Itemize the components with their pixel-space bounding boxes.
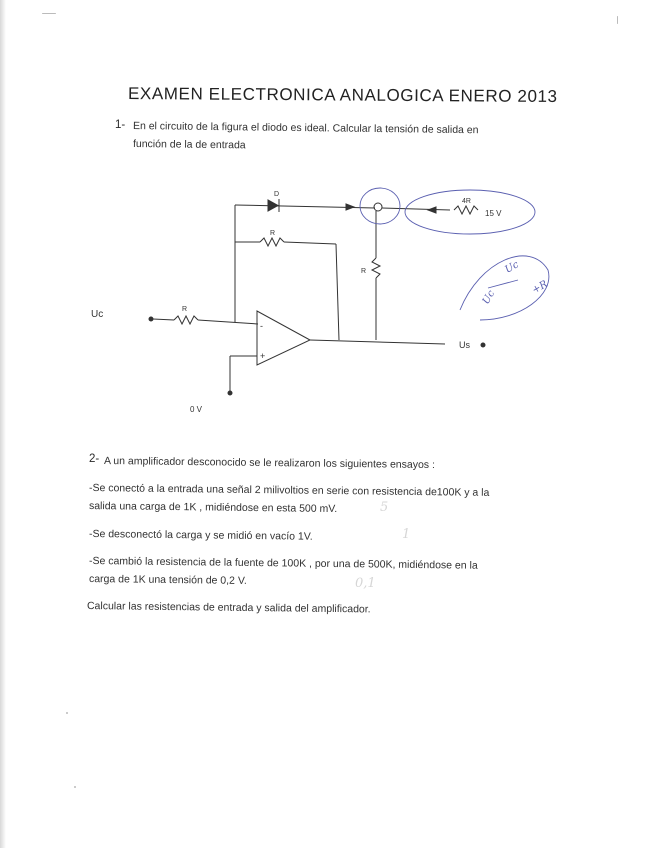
question-2-test-1-line-1: -Se conectó a la entrada una señal 2 milivoltios en serie con resistencia de100K y a la	[88, 482, 490, 499]
question-1-number: 1-	[115, 119, 126, 131]
source-resistor-label: 4R	[462, 198, 471, 205]
scan-speck	[66, 712, 68, 714]
input-resistor-label: R	[182, 306, 188, 313]
opamp-plus-sign: +	[260, 351, 266, 361]
feedback-resistor-icon	[260, 238, 284, 246]
input-wire	[153, 319, 174, 320]
ground-label: 0 V	[190, 405, 203, 414]
scan-speck	[42, 13, 56, 14]
question-2-intro: A un amplificador desconocido se le realizaron los siguientes ensayos :	[103, 455, 436, 472]
exam-title: EXAMEN ELECTRONICA ANALOGICA ENERO 2013	[127, 84, 558, 106]
ground-terminal	[228, 391, 232, 395]
opamp-minus-sign: -	[260, 321, 263, 331]
faint-mark-3: 0,1	[355, 576, 376, 591]
question-2-task: Calcular las resistencias de entrada y salida del amplificador.	[86, 600, 371, 616]
diode-icon	[268, 200, 278, 211]
faint-mark-1: 5	[380, 500, 389, 515]
pen-annotations	[330, 170, 560, 330]
diode-label: D	[274, 191, 280, 198]
output-wire	[310, 340, 445, 344]
pen-circle-source	[405, 190, 535, 234]
question-1-line-1: En el circuito de la figura el diodo es ideal. Calcular la tensión de salida en	[132, 120, 479, 137]
input-resistor-icon	[174, 316, 198, 324]
input-wire-2	[198, 320, 258, 324]
pen-note-2: +R	[530, 278, 550, 297]
scan-edge-shadow	[0, 0, 6, 848]
output-terminal	[481, 343, 485, 347]
input-label-uc: Uc	[91, 309, 104, 320]
question-2-test-2: -Se desconectó la carga y se midió en vacío 1V.	[88, 528, 313, 543]
question-2-test-1-line-2: salida una carga de 1K , midiéndose en esta 500 mV.	[88, 500, 338, 516]
question-1-line-2: función de la de entrada	[132, 138, 246, 152]
faint-mark-2: 1	[402, 527, 411, 542]
scan-speck	[617, 16, 618, 24]
scan-speck	[74, 786, 76, 788]
feedback-resistor-label: R	[270, 230, 276, 237]
question-2-test-3-line-1: -Se cambió la resistencia de la fuente de 100K , por una de 500K, midiéndose en la	[88, 555, 478, 572]
pen-note-1: Uc	[503, 259, 521, 276]
pen-stroke	[488, 280, 518, 288]
question-2-number: 2-	[89, 453, 100, 465]
shunt-resistor-label: R	[361, 268, 367, 275]
input-terminal	[149, 317, 153, 321]
feedback-wire-right	[284, 242, 336, 244]
output-label-us: Us	[459, 340, 470, 350]
pen-circle-node	[360, 188, 400, 224]
question-2-test-3-line-2: carga de 1K una tensión de 0,2 V.	[88, 573, 247, 587]
pen-note-3: Uc	[480, 288, 498, 307]
source-voltage-label: 15 V	[485, 209, 502, 218]
